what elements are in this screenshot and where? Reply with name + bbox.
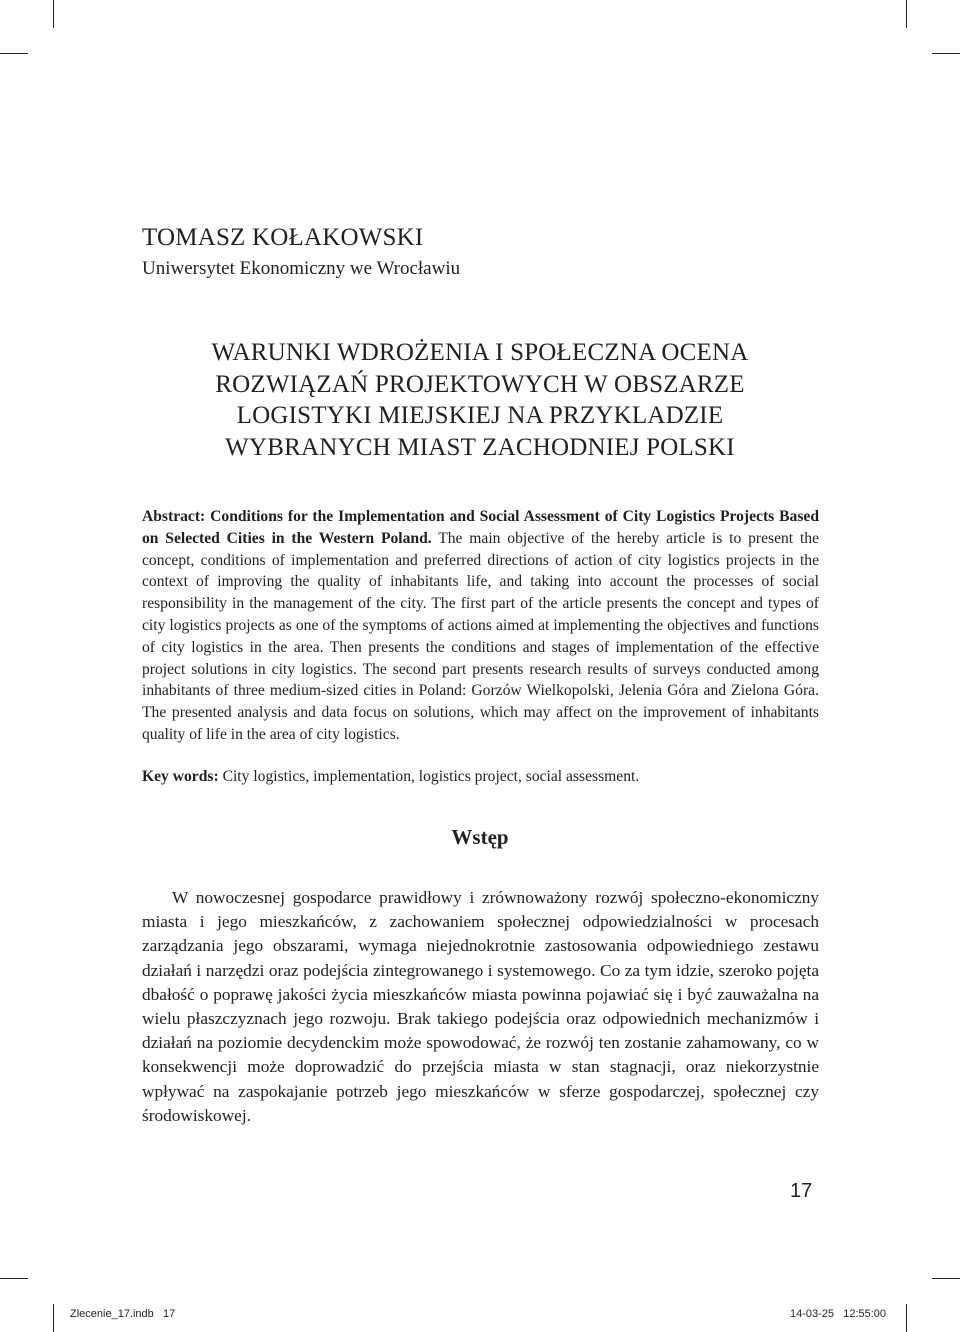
section-heading: Wstęp — [451, 825, 509, 849]
crop-mark-bottom-right-h — [932, 1278, 960, 1279]
keywords-label: Key words: — [142, 768, 219, 785]
print-slug-file: Zlecenie_17.indb 17 — [70, 1308, 176, 1320]
title-line: WARUNKI WDROŻENIA I SPOŁECZNA OCENA — [211, 339, 749, 366]
intro-paragraph: W nowoczesnej gospodarce prawidłowy i zrównoważony rozwój społeczno-ekonomiczny miasta i jego mieszkańców, z zachowaniem społecznej odpowiedzialności w procesach zarządzania jego obszarami, wymaga niejednokrotnie zastosowania odpowiedniego zestawu działań i narzędzi oraz podejścia zintegrowanego i systemowego. Co za tym idzie, szeroko pojęta dbałość o poprawę jakości życia mieszkańców miasta powinna pojawiać się i być zauważalna na wielu płaszczyznach jego rozwoju. Brak takiego podejścia oraz odpowiednich mechanizmów i działań na poziomie decydenckim może spowodować, że rozwój ten zostanie zahamowany, co w konsekwencji może doprowadzić do przejścia miasta w stan stagnacji, oraz niekorzystnie wpływać na zaspokajanie potrzeb jego mieszkańców w sferze gospodarczej, społecznej czy środowiskowej. — [142, 888, 819, 1125]
crop-mark-top-right-h — [932, 53, 960, 54]
crop-mark-top-right — [906, 0, 907, 28]
title-line: WYBRANYCH MIAST ZACHODNIEJ POLSKI — [225, 433, 735, 461]
keywords — [142, 766, 819, 788]
crop-mark-top-left — [53, 0, 54, 28]
abstract-label: Abstract: — [142, 508, 206, 525]
crop-mark-top-left-h — [0, 53, 28, 54]
crop-mark-bottom-right — [906, 1304, 907, 1332]
abstract-english-title: Conditions for the Implementation and Social Assessment of City Logistics Projects Based on Selected Cities in the Western Poland. — [142, 508, 819, 547]
abstract-text: The main objective of the hereby article is to present the concept, conditions of implementation and preferred directions of action of city logistics projects in the context of improving the quality of inhabitants life, and taking into account the processes of social responsibility in the management of the city. The first part of the article presents the concept and types of city logistics projects as one of the symptoms of actions aimed at implementing the objectives and functions of city logistics in the area. Then presents the conditions and stages of implementation of the effective project solutions in city logistics. The second part presents research results of surveys conducted among inhabitants of three medium-sized cities in Poland: Gorzów Wielkopolski, Jelenia Góra and Zielona Góra. The presented analysis and data focus on solutions, which may affect on the improvement of inhabitants quality of life in the area of city logistics. — [142, 529, 819, 743]
keywords-text: City logistics, implementation, logistics project, social assessment. — [222, 768, 640, 785]
abstract — [142, 506, 819, 746]
print-slug-timestamp: 14-03-25 12:55:00 — [790, 1308, 887, 1320]
article-title — [142, 337, 818, 463]
author-affiliation: Uniwersytet Ekonomiczny we Wrocławiu — [142, 258, 461, 279]
title-line: LOGISTYKI MIEJSKIEJ NA PRZYKLADZIE — [236, 402, 724, 429]
crop-mark-bottom-left — [53, 1304, 54, 1332]
author-name: TOMASZ KOŁAKOWSKI — [142, 224, 424, 251]
crop-mark-bottom-left-h — [0, 1278, 28, 1279]
title-line: ROZWIĄZAŃ PROJEKTOWYCH W OBSZARZE — [215, 370, 745, 398]
page-number: 17 — [790, 1180, 813, 1202]
